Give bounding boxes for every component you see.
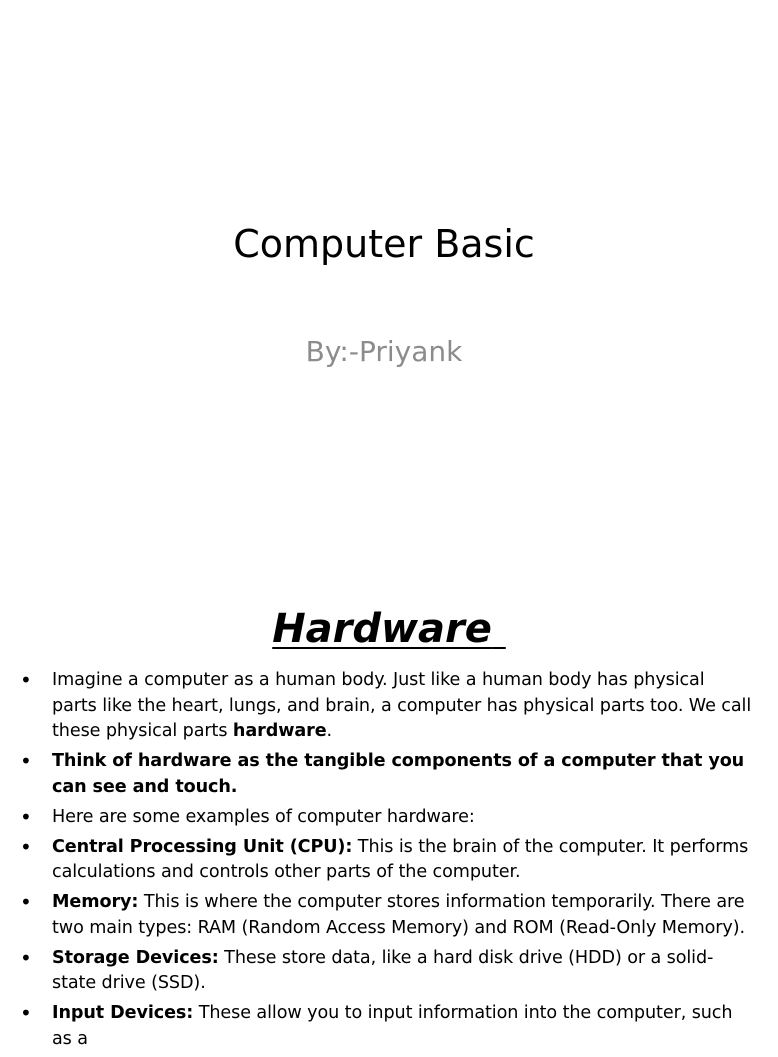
bullet-item <box>0 890 768 941</box>
bullet-dot-icon: • <box>20 804 32 829</box>
bullet-list <box>0 668 768 1057</box>
bullet-dot-icon: • <box>20 1001 32 1025</box>
bullet-item <box>0 668 768 745</box>
presentation-author: By:-Priyank <box>305 335 463 368</box>
bullet-bold-text: Central Processing Unit (CPU): <box>52 836 353 857</box>
bullet-item <box>0 749 768 800</box>
bullet-bold-text: Storage Devices: <box>52 947 219 968</box>
heading-text: Hardware <box>272 606 492 652</box>
bullet-item <box>0 805 768 831</box>
bullet-text: This is where the computer stores information temporarily. There are two main types: RAM (Random Access Memory) and ROM (Read-Only Memory). <box>52 892 745 938</box>
bullet-text: . <box>326 721 333 741</box>
bullet-text: Imagine a computer as a human body. Just like a human body has physical parts like the heart, lungs, and brain, a computer has physical parts too. We call these physical parts <box>52 670 752 741</box>
bullet-dot-icon: • <box>20 668 32 692</box>
hardware-slide <box>0 576 768 1049</box>
bullet-item <box>0 835 768 886</box>
bullet-item <box>0 946 768 997</box>
bullet-bold-text: Memory: <box>52 892 139 912</box>
bullet-bold-text: hardware <box>232 721 327 741</box>
bullet-text: These allow you to input information into the computer, such as a <box>52 1003 733 1049</box>
bullet-text: These store data, like a hard disk drive (HDD) or a solid-state drive (SSD). <box>52 947 714 993</box>
bullet-text: This is the brain of the computer. It performs calculations and controls other parts of the computer. <box>52 836 749 882</box>
bullet-dot-icon: • <box>20 890 32 914</box>
bullet-text: Here are some examples of computer hardware: <box>52 806 475 827</box>
bullet-dot-icon: • <box>20 945 32 970</box>
bullet-item <box>0 1001 768 1052</box>
bullet-bold-text: Think of hardware as the tangible components of a computer that you can see and touch. <box>52 751 745 797</box>
bullet-bold-text: Input Devices: <box>52 1003 194 1023</box>
slide-heading <box>0 603 778 655</box>
presentation-title: Computer Basic <box>233 222 535 266</box>
bullet-dot-icon: • <box>20 834 32 859</box>
bullet-dot-icon: • <box>20 749 32 773</box>
